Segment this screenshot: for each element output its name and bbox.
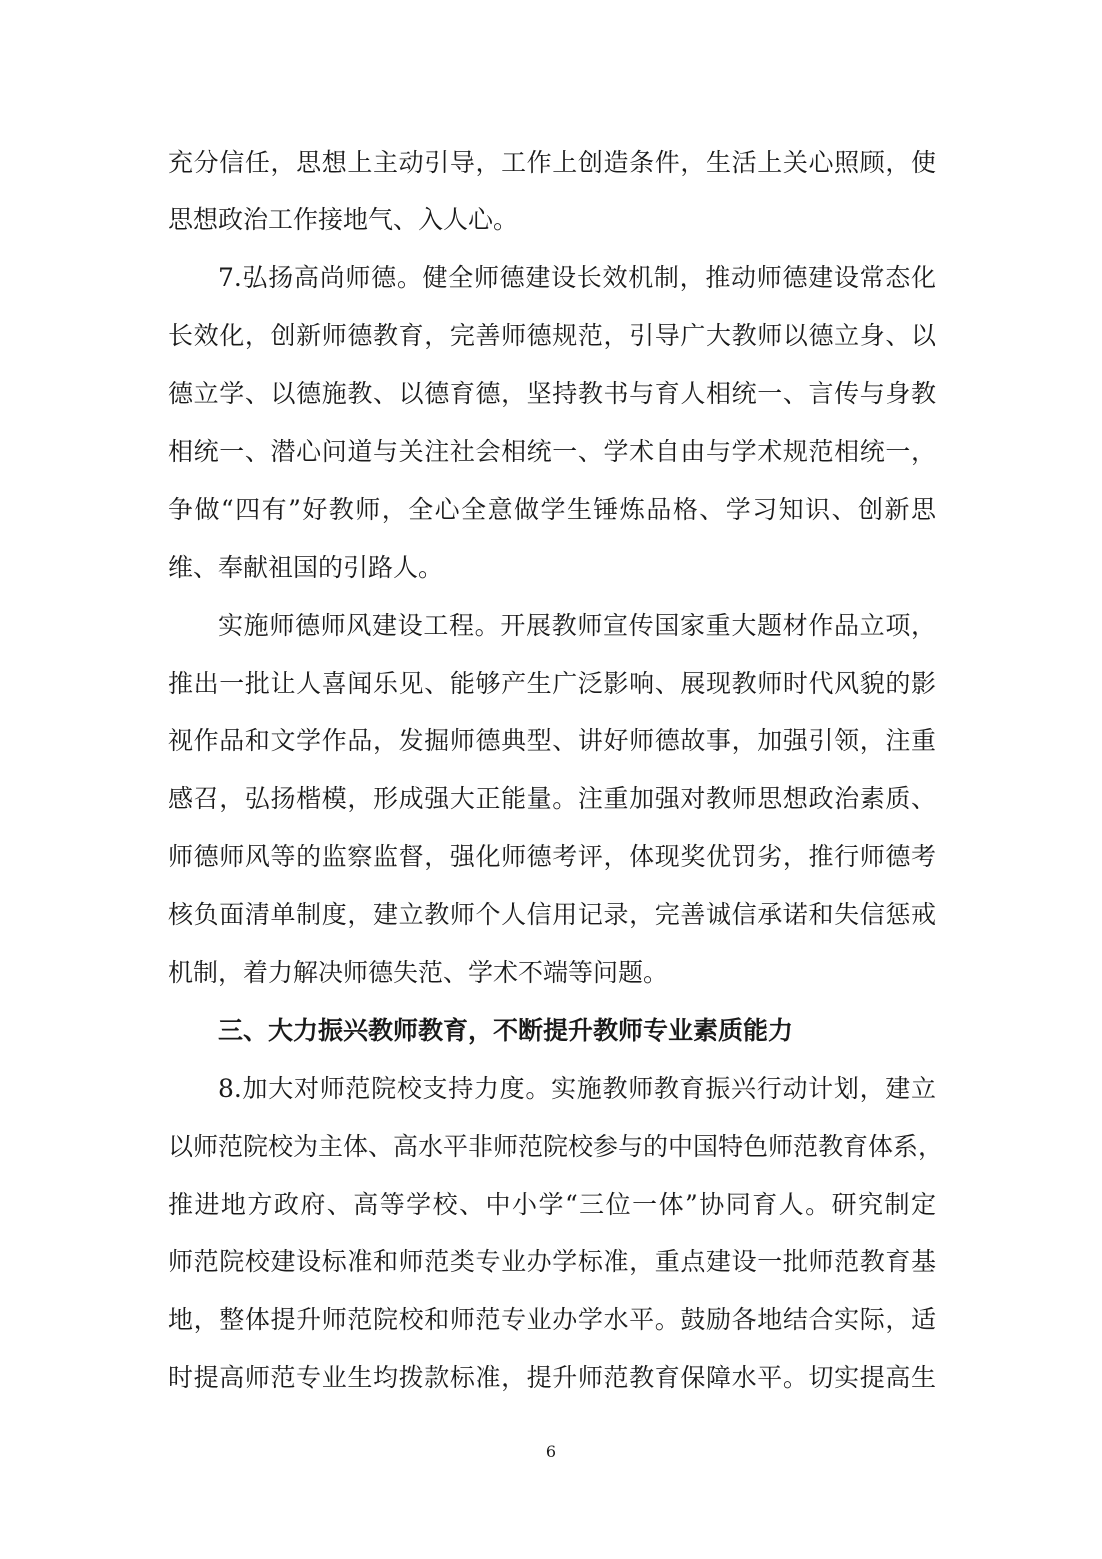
paragraph-start-line: 7.弘扬高尚师德。健全师德建设长效机制，推动师德建设常态化	[218, 263, 936, 292]
text-line: 师德师风等的监察监督，强化师德考评，体现奖优罚劣，推行师德考	[168, 842, 936, 871]
text-line: 德立学、以德施教、以德育德，坚持教书与育人相统一、言传与身教	[168, 379, 936, 408]
text-line: 地，整体提升师范院校和师范专业办学水平。鼓励各地结合实际，适	[168, 1305, 936, 1334]
text-line: 充分信任，思想上主动引导，工作上创造条件，生活上关心照顾，使	[168, 148, 936, 177]
text-line: 师范院校建设标准和师范类专业办学标准，重点建设一批师范教育基	[168, 1247, 936, 1276]
page-number: 6	[545, 1442, 557, 1461]
text-line: 争做“四有”好教师，全心全意做学生锤炼品格、学习知识、创新思	[168, 495, 936, 524]
paragraph-start-line: 8.加大对师范院校支持力度。实施教师教育振兴行动计划，建立	[218, 1074, 936, 1103]
text-line: 推进地方政府、高等学校、中小学“三位一体”协同育人。研究制定	[168, 1190, 936, 1219]
text-line: 思想政治工作接地气、入人心。	[168, 205, 519, 234]
text-line: 视作品和文学作品，发掘师德典型、讲好师德故事，加强引领，注重	[168, 726, 936, 755]
text-line: 核负面清单制度，建立教师个人信用记录，完善诚信承诺和失信惩戒	[168, 900, 936, 929]
text-line: 长效化，创新师德教育，完善师德规范，引导广大教师以德立身、以	[168, 321, 936, 350]
text-line: 相统一、潜心问道与关注社会相统一、学术自由与学术规范相统一，	[168, 437, 936, 466]
text-line: 以师范院校为主体、高水平非师范院校参与的中国特色师范教育体系，	[168, 1132, 944, 1161]
text-line: 时提高师范专业生均拨款标准，提升师范教育保障水平。切实提高生	[168, 1363, 936, 1392]
text-line: 维、奉献祖国的引路人。	[168, 553, 444, 582]
text-line: 机制，着力解决师德失范、学术不端等问题。	[168, 958, 669, 987]
paragraph-start-line: 实施师德师风建设工程。开展教师宣传国家重大题材作品立项，	[218, 611, 936, 640]
section-heading: 三、大力振兴教师教育，不断提升教师专业素质能力	[218, 1016, 794, 1045]
text-line: 推出一批让人喜闻乐见、能够产生广泛影响、展现教师时代风貌的影	[168, 669, 936, 698]
text-line: 感召，弘扬楷模，形成强大正能量。注重加强对教师思想政治素质、	[168, 784, 936, 813]
